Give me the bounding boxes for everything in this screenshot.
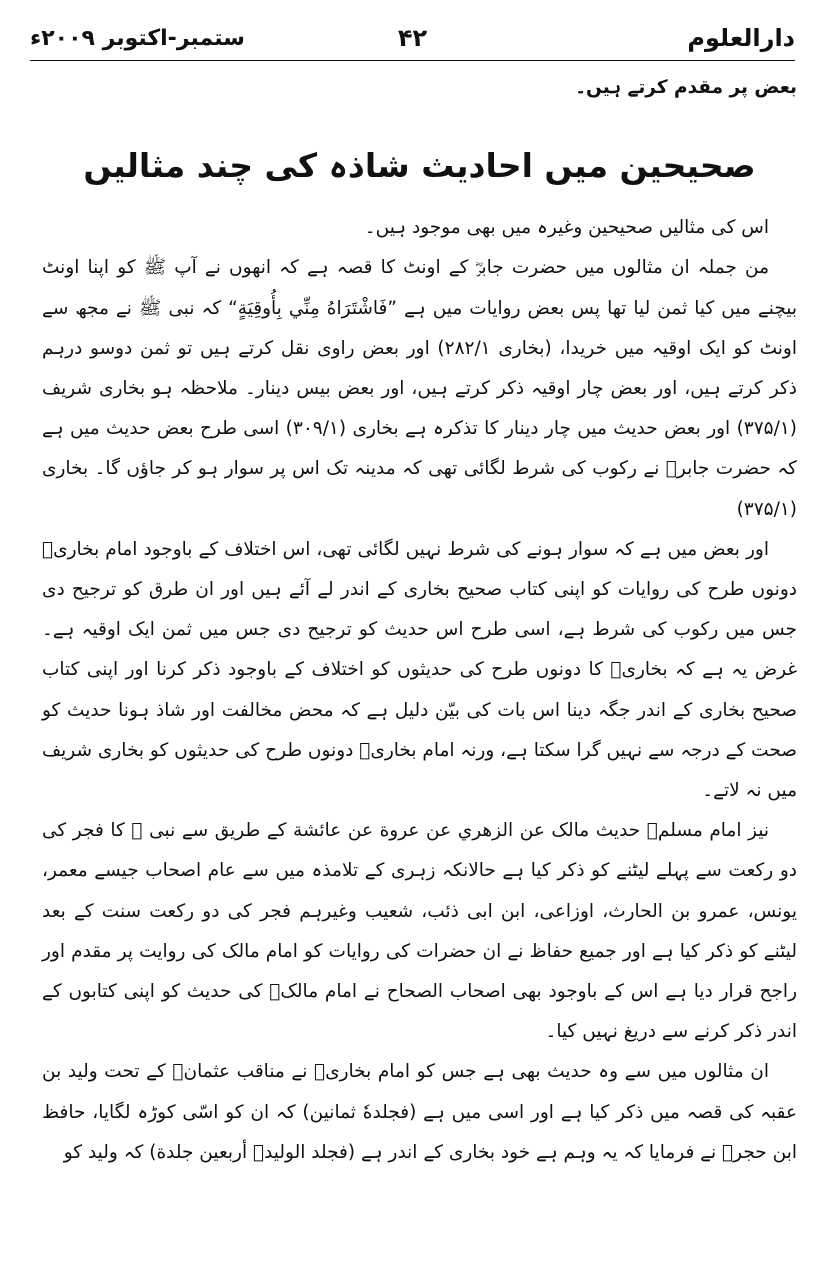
page-number: ۴۲ (397, 24, 428, 52)
journal-title: دارالعلوم (687, 24, 795, 52)
paragraph: ان مثالوں میں سے وہ حدیث بھی ہے جس کو امام بخاریؒ نے مناقب عثمانؓ کے تحت ولید بن عقبہ کی قصہ میں ذکر کیا ہے اور اسی میں ہے (فجلدهٗ ثمانين) کہ ان کو اسّی کوڑہ لگایا، حافظ ابن حجرؒ نے فرمایا کہ یہ وہم ہے خود بخاری کے اندر ہے (فجلد الوليدؓ أربعين جلدة) کہ ولید کو (42, 1061, 797, 1163)
paragraph: من جملہ ان مثالوں میں حضرت جابرؓ کے اونٹ کا قصہ ہے کہ انھوں نے آپ ﷺ کو اپنا اونٹ بیچنے میں کیا ثمن لیا تھا پس بعض روایات میں ہے ”فَاشْتَرَاهُ مِنِّي بِأُوقِيَةٍ“ کہ نبی ﷺ نے مجھ سے اونٹ کو ایک اوقیہ میں خریدا، (بخاری ۲۸۲/۱) اور بعض راوی نقل کرتے ہیں تو ثمن دوسو درہم ذکر کرتے ہیں، اور بعض چار اوقیہ ذکر کرتے ہیں، اور بعض بیس دینار۔ ملاحظہ ہو بخاری شریف (۳۷۵/۱) اور بعض حدیث میں چار دینار کا تذکرہ ہے بخاری (۳۰۹/۱) اسی طرح بعض حدیث میں ہے کہ حضرت جابرؓ نے رکوب کی شرط لگائی تھی کہ مدینہ تک اس پر سوار ہو کر جاؤں گا۔ بخاری (۳۷۵/۱) (42, 257, 797, 520)
continuation-line: بعض پر مقدم کرتے ہیں۔ (575, 77, 797, 98)
paragraph: اور بعض میں ہے کہ سوار ہونے کی شرط نہیں لگائی تھی، اس اختلاف کے باوجود امام بخاریؒ دونوں طرح کی روایات کو اپنی کتاب صحیح بخاری کے اندر لے آئے ہیں اور ان طرق کو ترجیح دی جس میں رکوب کی شرط ہے، اسی طرح اس حدیث کو ترجیح دی جس میں ثمن ایک اوقیہ ہے۔ غرض یہ ہے کہ بخاریؒ کا دونوں طرح کی حدیثوں کو اختلاف کے باوجود ذکر کرنا اور اپنی کتاب صحیح بخاری کے اندر جگہ دینا اس بات کی بیّن دلیل ہے کہ محض مخالفت اور شاذ ہونا حدیث کو صحت کے درجہ سے نہیں گرا سکتا ہے، ورنہ امام بخاریؒ دونوں طرح کی حدیثوں کو بخاری شریف میں نہ لاتے۔ (42, 538, 797, 802)
header-divider (30, 60, 795, 61)
page-header (30, 18, 795, 62)
paragraph: اس کی مثالیں صحیحین وغیرہ میں بھی موجود ہیں۔ (364, 217, 769, 239)
issue-date: ستمبر-اکتوبر ۲۰۰۹ء (30, 26, 245, 51)
paragraph: نیز امام مسلمؒ حدیث مالک عن الزهري عن عروة عن عائشة کے طریق سے نبی ﷺ کا فجر کی دو رکعت سے پہلے لیٹنے کو ذکر کیا ہے حالانکہ زہری کے تلامذہ میں سے عام اصحاب جیسے معمر، یونس، عمرو بن الحارث، اوزاعی، ابن ابی ذئب، شعیب وغیرہم فجر کی دو رکعت سنت کے بعد لیٹنے کو ذکر کیا ہے اور جمیع حفاظ نے ان حضرات کی روایات کو امام مالک کی روایت پر مقدم اور راجح قرار دیا ہے اس کے باوجود بھی اصحاب الصحاح نے امام مالکؒ کی حدیث کو اپنی کتابوں کے اندر ذکر کرنے سے دریغ نہیں کیا۔ (42, 820, 797, 1043)
article-body (42, 68, 797, 1173)
section-heading: صحیحین میں احادیث شاذہ کی چند مثالیں (83, 146, 756, 186)
